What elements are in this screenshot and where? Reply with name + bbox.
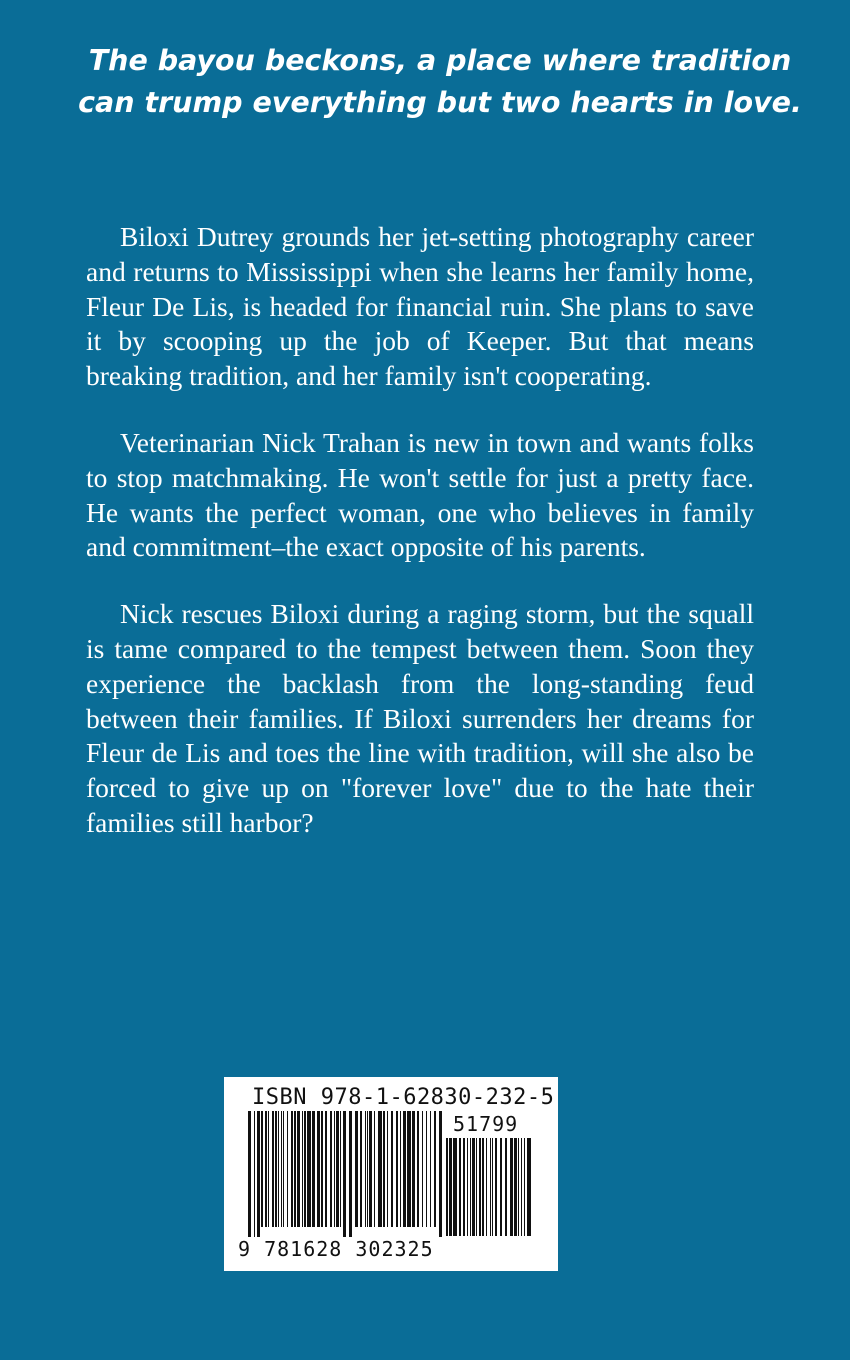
barcode-bar bbox=[412, 1111, 415, 1227]
barcode-bar bbox=[521, 1138, 522, 1236]
barcode-bar bbox=[343, 1111, 346, 1237]
barcode-box bbox=[224, 1077, 558, 1271]
barcode-bar bbox=[291, 1111, 293, 1227]
barcode-bar bbox=[472, 1138, 475, 1236]
barcode-bar bbox=[312, 1111, 315, 1227]
blurb-paragraph-2: Veterinarian Nick Trahan is new in town and wants folks to stop matchmaking. He won't settle for just a pretty face. He wants the perfect woman, one who believes in family and commitment–the exact opposite of his parents. bbox=[86, 426, 754, 563]
barcode-bar bbox=[467, 1138, 468, 1236]
barcode-bar bbox=[261, 1111, 263, 1227]
barcode-bar bbox=[369, 1111, 372, 1227]
barcode-bar bbox=[325, 1111, 327, 1227]
barcode-bar bbox=[265, 1111, 267, 1227]
barcode-bar bbox=[470, 1138, 471, 1236]
barcode-bar bbox=[365, 1111, 366, 1227]
barcode-bar bbox=[430, 1111, 431, 1227]
barcode-bar bbox=[254, 1111, 255, 1237]
barcode-bar bbox=[294, 1111, 296, 1227]
barcode-bar bbox=[334, 1111, 335, 1227]
barcode-bar bbox=[434, 1111, 436, 1227]
barcode-bar bbox=[378, 1111, 382, 1227]
barcode-bar bbox=[367, 1111, 368, 1227]
barcode-bar bbox=[321, 1111, 323, 1227]
barcode-bar bbox=[492, 1138, 493, 1236]
barcode-bar bbox=[426, 1111, 427, 1227]
barcode-bar bbox=[449, 1138, 452, 1236]
barcode-bar bbox=[349, 1111, 352, 1237]
barcode-bar bbox=[355, 1111, 358, 1227]
barcode-bar bbox=[490, 1138, 491, 1236]
barcode-bar bbox=[403, 1111, 406, 1227]
barcode-bar bbox=[275, 1111, 277, 1227]
barcode-bar bbox=[307, 1111, 311, 1227]
barcode-bar bbox=[268, 1111, 269, 1227]
barcode-bar bbox=[527, 1138, 531, 1236]
barcode-bar bbox=[281, 1111, 282, 1227]
barcode-bar bbox=[505, 1138, 507, 1236]
barcode-bar bbox=[336, 1111, 339, 1227]
price-addon-barcode-bars bbox=[446, 1138, 536, 1238]
barcode-bar bbox=[510, 1138, 513, 1236]
barcode-bar bbox=[287, 1111, 288, 1227]
barcode-bar bbox=[514, 1138, 517, 1236]
barcode-bar bbox=[459, 1138, 461, 1236]
barcode-bar bbox=[383, 1111, 385, 1227]
barcode-bar bbox=[387, 1111, 388, 1227]
barcode-bar bbox=[453, 1138, 457, 1236]
ean-barcode-bars bbox=[248, 1111, 446, 1239]
blurb-paragraph-1: Biloxi Dutrey grounds her jet-setting photography career and returns to Mississippi when she learns her family home, Fleur De Lis, is headed for financial ruin. She plans to save it by scooping up the job of Keeper. But that means breaking tradition, and her family isn't cooperating. bbox=[86, 221, 754, 392]
barcode-bar bbox=[476, 1138, 477, 1236]
barcode-bar bbox=[248, 1111, 251, 1237]
price-code: 51799 bbox=[453, 1112, 519, 1136]
barcode-bar bbox=[518, 1138, 519, 1236]
barcode-bar bbox=[396, 1111, 398, 1227]
barcode-bar bbox=[317, 1111, 320, 1227]
barcode-bar bbox=[278, 1111, 279, 1227]
barcode-bar bbox=[463, 1138, 465, 1236]
barcode-bar bbox=[302, 1111, 303, 1227]
barcode-bar bbox=[304, 1111, 306, 1227]
barcode-bar bbox=[340, 1111, 341, 1227]
barcode-bar bbox=[272, 1111, 274, 1227]
barcode-bar bbox=[360, 1111, 362, 1227]
isbn-label: ISBN 978-1-62830-232-5 bbox=[252, 1085, 555, 1110]
ean-digits: 9 781628 302325 bbox=[238, 1237, 434, 1261]
barcode-bar bbox=[486, 1138, 487, 1236]
barcode-bar bbox=[422, 1111, 423, 1227]
barcode-bar bbox=[439, 1111, 442, 1237]
barcode-bar bbox=[482, 1138, 484, 1236]
barcode-bar bbox=[391, 1111, 393, 1227]
barcode-bar bbox=[374, 1111, 375, 1227]
barcode-bar bbox=[417, 1111, 419, 1227]
blurb-paragraph-3: Nick rescues Biloxi during a raging storm, but the squall is tame compared to the tempest between them. Soon they experience the backlash from the long-standing feud between their families. If Biloxi surrenders her dreams for Fleur de Lis and toes the line with tradition, will she also be forced to give up on "forever love" due to the hate their families still harbor? bbox=[86, 598, 754, 838]
barcode-bar bbox=[479, 1138, 481, 1236]
blurb bbox=[86, 220, 754, 873]
barcode-bar bbox=[524, 1138, 525, 1236]
barcode-bar bbox=[297, 1111, 300, 1227]
barcode-bar bbox=[495, 1138, 497, 1236]
barcode-bar bbox=[400, 1111, 401, 1227]
barcode-bar bbox=[407, 1111, 411, 1227]
barcode-bar bbox=[500, 1138, 502, 1236]
barcode-bar bbox=[446, 1138, 448, 1236]
barcode-bar bbox=[257, 1111, 260, 1237]
barcode-bar bbox=[283, 1111, 284, 1227]
tagline: The bayou beckons, a place where tradition can trump everything but two hearts in love. bbox=[78, 44, 802, 119]
barcode-bar bbox=[330, 1111, 332, 1227]
